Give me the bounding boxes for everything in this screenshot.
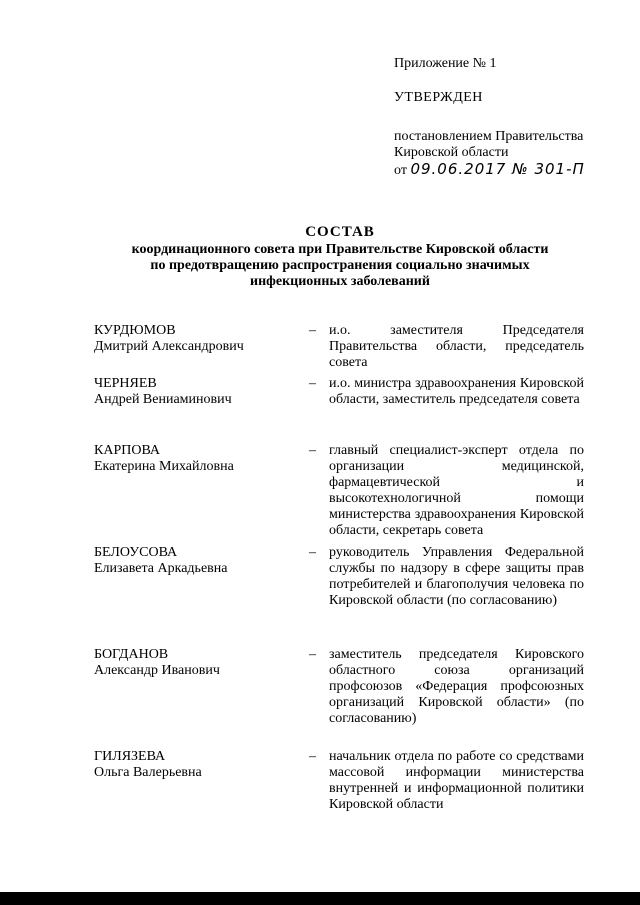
member-entry [94, 323, 584, 370]
member-dash: – [309, 323, 316, 338]
member-role: начальник отдела по работе со средствами массовой информации министерства внутренней и информационной политики Кировской области [329, 749, 584, 812]
member-role: заместитель председателя Кировского областного союза организаций профсоюзов «Федерация профсоюзных организаций Кировской области» (по согласованию) [329, 647, 584, 726]
member-role: руководитель Управления Федеральной службы по надзору в сфере защиты прав потребителей и благополучия человека по Кировской области (по согласованию) [329, 545, 584, 608]
member-given-name: Елизавета Аркадьевна [94, 561, 228, 576]
member-surname: КАРПОВА [94, 443, 161, 458]
member-dash: – [309, 376, 316, 391]
scan-edge-bar [0, 892, 640, 905]
member-dash: – [309, 545, 316, 560]
member-role: и.о. министра здравоохранения Кировской области, заместитель председателя совета [329, 376, 584, 407]
member-surname: ЧЕРНЯЕВ [94, 376, 157, 391]
member-entry [94, 749, 584, 812]
member-role: главный специалист-эксперт отдела по организации медицинской, фармацевтической и высокотехнологичной помощи министерства здравоохранения Кировской области, секретарь совета [329, 443, 584, 538]
member-entry [94, 647, 584, 726]
decree-date-line [394, 161, 634, 179]
annex-number: Приложение № 1 [394, 56, 497, 71]
member-surname: ГИЛЯЗЕВА [94, 749, 166, 764]
member-dash: – [309, 443, 316, 458]
member-role: и.о. заместителя Председателя Правительства области, председатель совета [329, 323, 584, 370]
document-title: СОСТАВ [305, 224, 375, 240]
member-entry [94, 443, 584, 538]
member-surname: БЕЛОУСОВА [94, 545, 178, 560]
member-given-name: Дмитрий Александрович [94, 339, 244, 354]
title-block [80, 222, 600, 290]
document-subtitle: координационного совета при Правительстве Кировской области по предотвращению распространения социально значимых инфекционных заболеваний [131, 242, 549, 289]
member-dash: – [309, 749, 316, 764]
date-prefix: от [394, 163, 407, 178]
decree-line-2: Кировской области [394, 145, 509, 160]
approved-stamp: УТВЕРЖДЕН [394, 90, 483, 105]
member-given-name: Екатерина Михайловна [94, 459, 234, 474]
member-given-name: Александр Иванович [94, 663, 220, 678]
member-given-name: Ольга Валерьевна [94, 765, 202, 780]
member-surname: КУРДЮМОВ [94, 323, 176, 338]
decree-line-1: постановлением Правительства [394, 129, 584, 144]
member-given-name: Андрей Вениаминович [94, 392, 232, 407]
member-entry [94, 376, 584, 408]
member-surname: БОГДАНОВ [94, 647, 169, 662]
member-entry [94, 545, 584, 608]
approval-block [394, 56, 634, 179]
member-dash: – [309, 647, 316, 662]
handwritten-date: 09.06.2017 № 301-П [410, 160, 585, 178]
